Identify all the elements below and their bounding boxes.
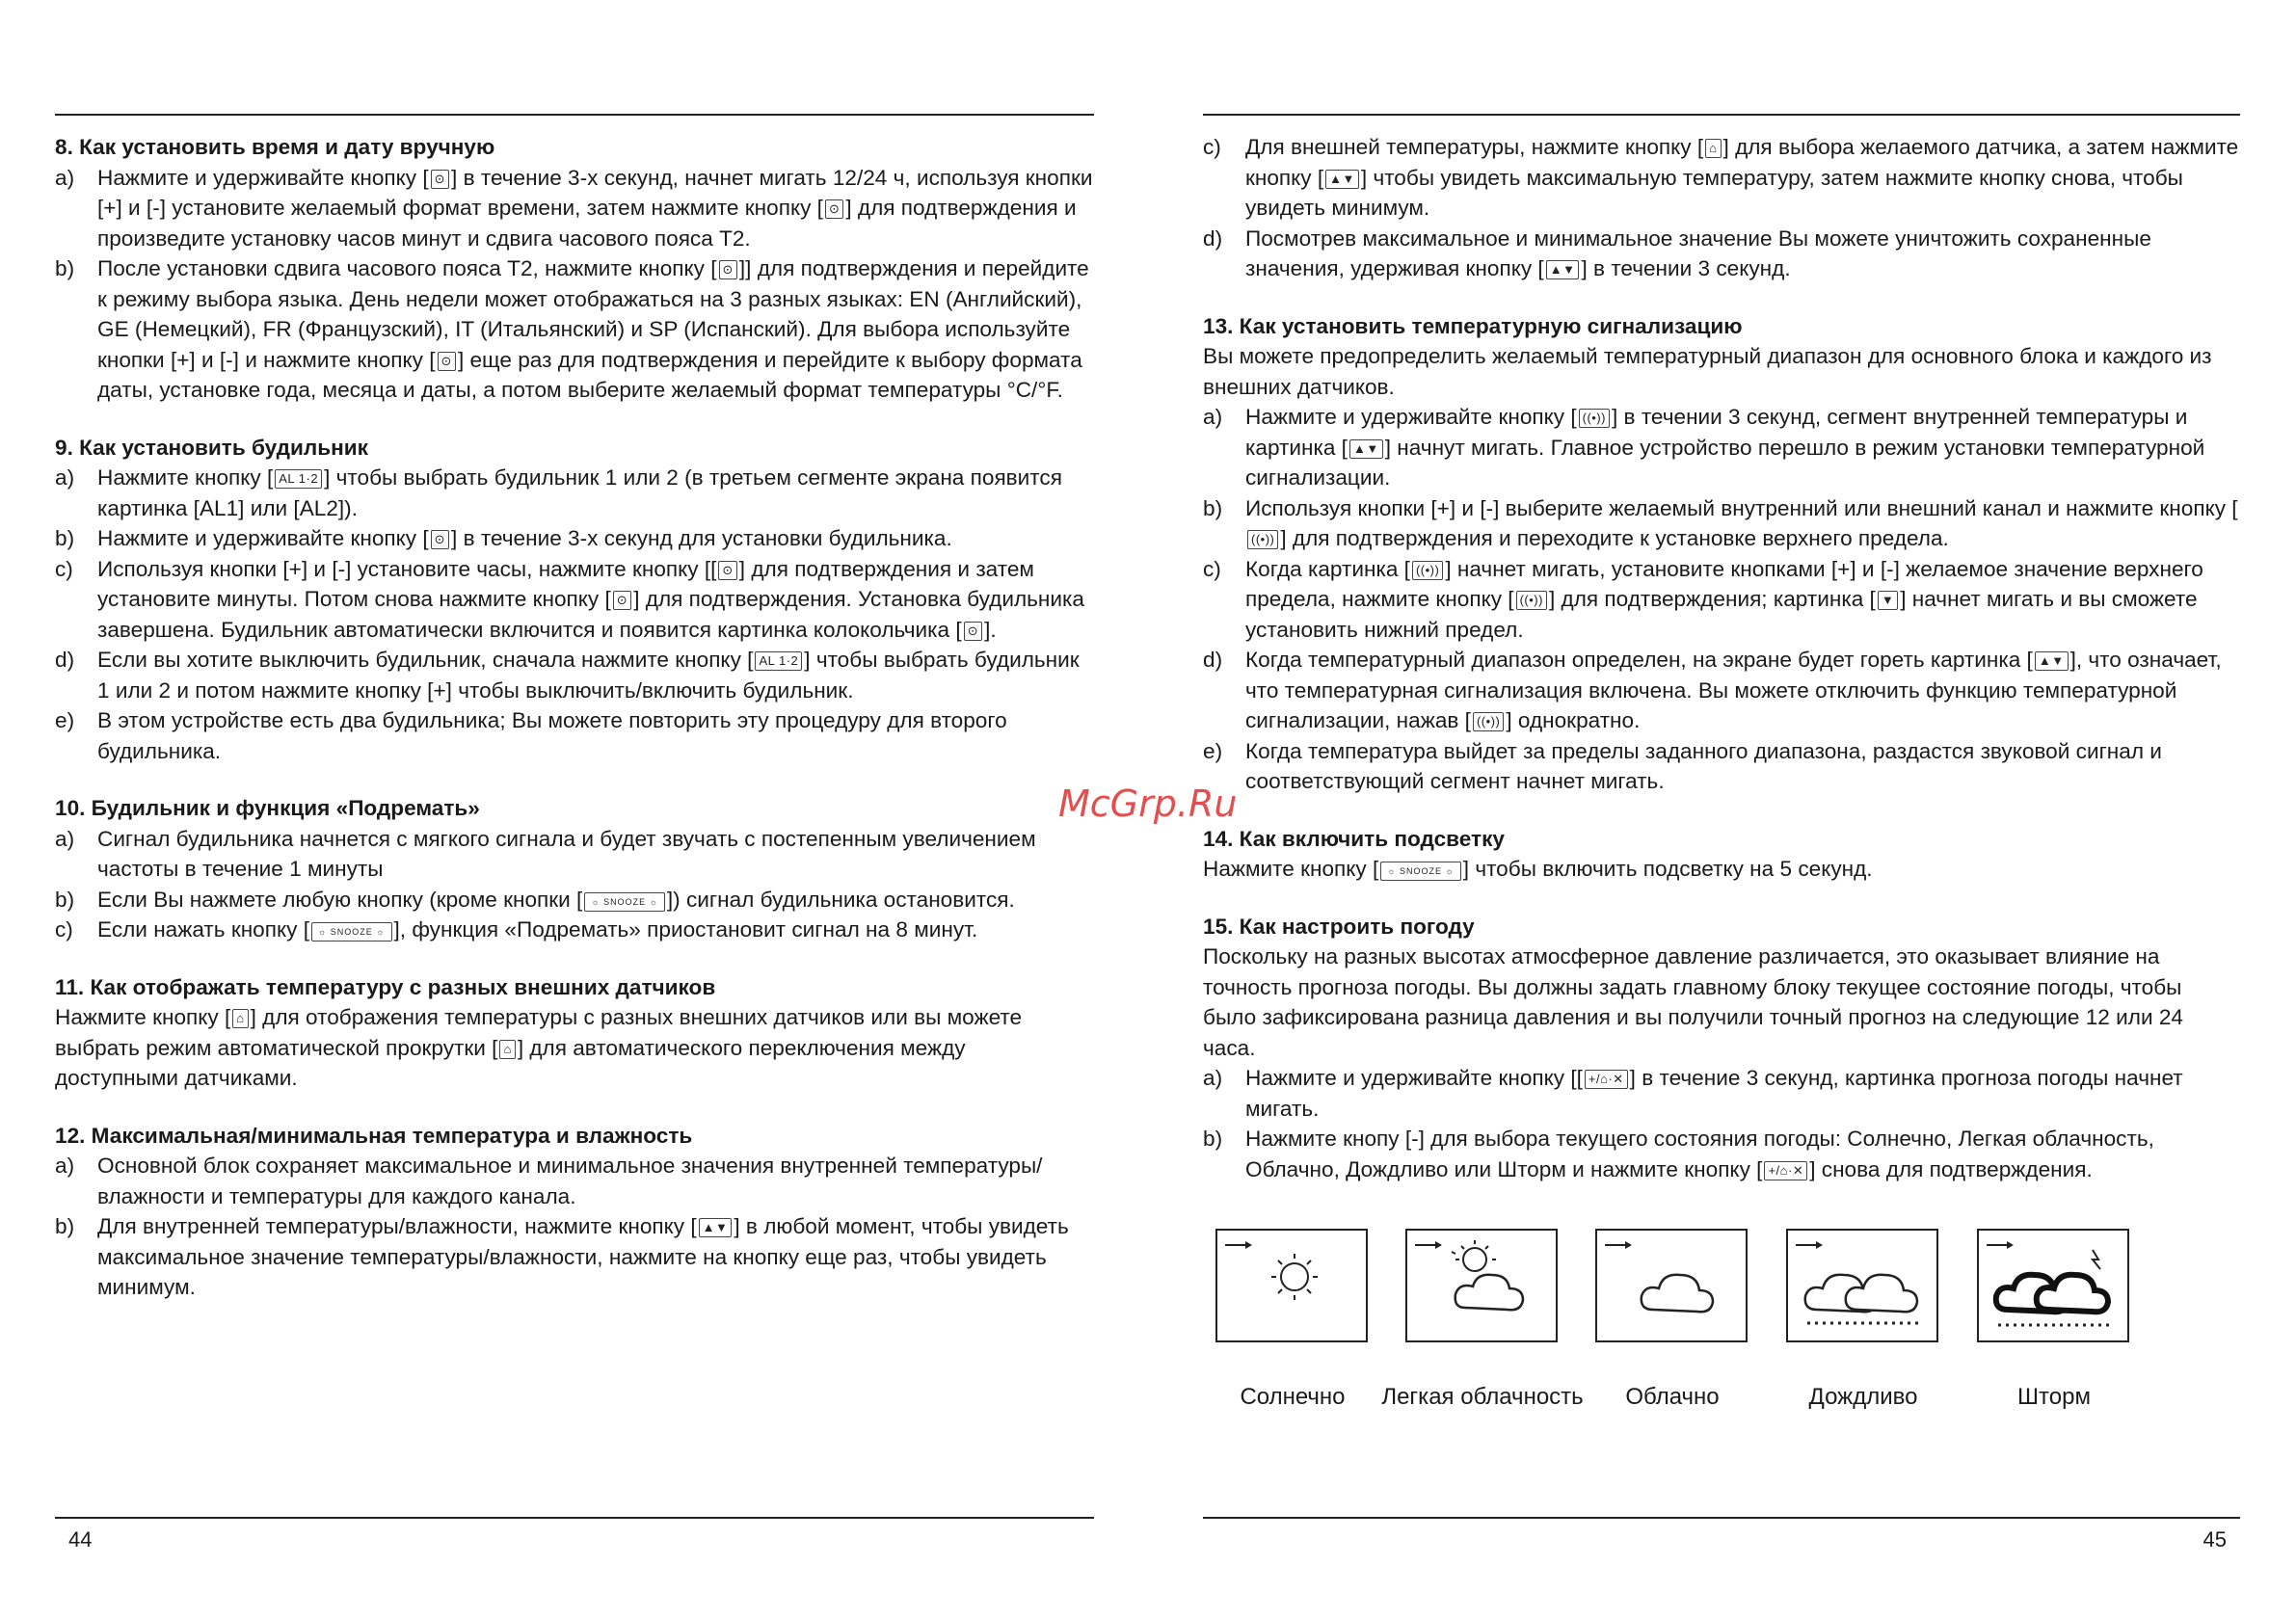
list-item: c) Когда картинка [ ((•)) ] начнет мигать, установите кнопками [+] и [-] желаемое значение верхнего предела, нажмите кнопку [ ((•)) ] для подтверждения; картинка [ ▼ ] начнет мигать и вы сможете установить нижний предел.	[1203, 556, 2203, 642]
sensor-icon: ⌂	[232, 1009, 248, 1028]
weather-label: Шторм	[2017, 1384, 2091, 1410]
section-13: 13. Как установить температурную сигнализацию Вы можете предопределить желаемый температурный диапазон для основного блока и каждого из внешних датчиков. a) Нажмите и удерживайте кнопку [ ((•)) ] в течении 3 секунд, сегмент внутренней температуры и картинка [ ▲▼ ] начнут мигать. Главное устройство перешло в режим установки температурной сигнализации. b) Используя кнопки [+] и [-] выберите желаемый внутренний или внешний канал и нажмите кнопку [((•)) ] для подтверждения и переходите к установке верхнего предела. c) Когда картинка [ ((•)) ] начнет мигать, установите кнопками [+] и [-] желаемое значение верхнего предела, нажмите кнопку [ ((•)) ] для подтверждения; картинка [ ▼ ] начнет мигать и вы сможете установить нижний предел. d) Когда температурный диапазон определен, на экране будет гореть картинка [ ▲▼ ], что означает, что температурная сигнализация включена. Вы можете отключить функцию температурной сигнализации, нажав [ ((•)) ] однократно. e) Когда температура выйдет за пределы заданного диапазона, раздастся звуковой сигнал и соответствующий сегмент начнет мигать.	[1203, 311, 2240, 797]
max-min-icon: ▲▼	[1325, 170, 1359, 189]
right-content	[1203, 132, 2240, 1211]
weather-sunny-frame	[1215, 1229, 1368, 1342]
list-item: b) Нажмите кнопу [-] для выбора текущего состояния погоды: Солнечно, Легкая облачность, Облачно, Дождливо или Шторм и нажмите кнопку [ +/⌂·✕ ] снова для подтверждения.	[1203, 1127, 2154, 1181]
alarm-wave-icon: ((•))	[1473, 712, 1504, 731]
alarm-select-icon: AL 1·2	[275, 469, 322, 489]
right-page	[1203, 0, 2240, 1618]
alarm-wave-icon: ((•))	[1516, 591, 1547, 610]
weather-button-icon: +/⌂·✕	[1585, 1070, 1628, 1089]
up-down-arrow-icon: ▲▼	[1349, 439, 1383, 459]
clock-icon: ⊙	[825, 199, 843, 219]
section-title: 13. Как установить температурную сигнализацию	[1203, 313, 1743, 338]
list-item: c) Используя кнопки [+] и [-] установите часы, нажмите кнопку [[ ⊙ ] для подтверждения и затем установите минуты. Потом снова нажмите кнопку [ ⊙ ] для подтверждения. Установка будильника завершена. Будильник автоматически включится и появится картинка колокольчика [ ⊙ ].	[55, 556, 1084, 642]
list-item: b) Используя кнопки [+] и [-] выберите желаемый внутренний или внешний канал и нажмите кнопку [((•)) ] для подтверждения и переходите к установке верхнего предела.	[1203, 495, 2238, 550]
weather-partly-cloudy-frame	[1405, 1229, 1558, 1342]
alarm-select-icon: AL 1·2	[755, 651, 802, 671]
list-item: b) Если Вы нажмете любую кнопку (кроме кнопки [ ☼ SNOOZE ☼ ]) сигнал будильника остановится.	[55, 887, 1015, 912]
weather-sunny	[1215, 1229, 1370, 1410]
sun-icon	[1217, 1231, 1370, 1344]
list-item: a) Сигнал будильника начнется с мягкого сигнала и будет звучать с постепенным увеличением частоты в течение 1 минуты	[55, 826, 1036, 881]
weather-label: Дождливо	[1808, 1384, 1918, 1410]
snooze-icon: ☼ SNOOZE ☼	[584, 892, 665, 912]
clock-icon: ⊙	[431, 170, 449, 189]
list-item: d) Когда температурный диапазон определен, на экране будет гореть картинка [ ▲▼ ], что означает, что температурная сигнализация включена. Вы можете отключить функцию температурной сигнализации, нажав [ ((•)) ] однократно.	[1203, 648, 2222, 732]
list-item: d) Если вы хотите выключить будильник, сначала нажмите кнопку [ AL 1·2 ] чтобы выбрать будильник 1 или 2 и потом нажмите кнопку [+] чтобы выключить/включить будильник.	[55, 648, 1080, 703]
clock-icon: ⊙	[431, 530, 449, 549]
section-12-continued	[1203, 132, 2240, 284]
page-number: 45	[2203, 1527, 2227, 1552]
list-item: a) Нажмите и удерживайте кнопку [[ +/⌂·✕ ] в течение 3 секунд, картинка прогноза погоды начнет мигать.	[1203, 1066, 2183, 1121]
list-item: e) Когда температура выйдет за пределы заданного диапазона, раздастся звуковой сигнал и соответствующий сегмент начнет мигать.	[1203, 738, 2162, 793]
list-item: d) Посмотрев максимальное и минимальное значение Вы можете уничтожить сохраненные значения, удерживая кнопку [ ▲▼ ] в течении 3 секунд.	[1203, 225, 2151, 280]
bottom-rule	[55, 1517, 1094, 1519]
clock-icon: ⊙	[613, 591, 631, 610]
section-title: 9. Как установить будильник	[55, 435, 368, 460]
sensor-icon: ⌂	[499, 1040, 515, 1059]
clock-icon: ⊙	[718, 561, 736, 580]
weather-label: Солнечно	[1240, 1384, 1346, 1410]
section-11: 11. Как отображать температуру с разных внешних датчиков Нажмите кнопку [ ⌂ ] для отображения температуры с разных внешних датчиков или вы можете выбрать режим автоматической прокрутки [ ⌂ ] для автоматического переключения между доступными датчиками.	[55, 972, 1094, 1094]
weather-storm-frame	[1977, 1229, 2129, 1342]
bottom-rule	[1203, 1517, 2240, 1519]
clock-icon: ⊙	[719, 260, 737, 279]
cloud-icon	[1597, 1231, 1749, 1344]
weather-rainy	[1786, 1229, 1940, 1410]
weather-rainy-frame	[1786, 1229, 1938, 1342]
list-item: e) В этом устройстве есть два будильника; Вы можете повторить эту процедуру для второго будильника.	[55, 708, 1007, 763]
weather-cloudy	[1595, 1229, 1749, 1410]
weather-label: Облачно	[1625, 1384, 1720, 1410]
partly-cloudy-icon	[1407, 1231, 1560, 1344]
list-item: a) Нажмите и удерживайте кнопку [ ⊙ ] в течение 3-х секунд, начнет мигать 12/24 ч, используя кнопки [+] и [-] установите желаемый формат времени, затем нажмите кнопку [ ⊙ ] для подтверждения и произведите установку часов минут и сдвига часового пояса T2.	[55, 165, 1093, 251]
snooze-icon: ☼ SNOOZE ☼	[1380, 862, 1461, 881]
section-title: 11. Как отображать температуру с разных внешних датчиков	[55, 974, 716, 999]
sensor-icon: ⌂	[1705, 139, 1721, 158]
max-min-icon: ▲▼	[1546, 260, 1580, 279]
section-title: 8. Как установить время и дату вручную	[55, 135, 495, 159]
weather-cloudy-frame	[1595, 1229, 1748, 1342]
alarm-wave-icon: ((•))	[1579, 409, 1610, 428]
list-item: b) Для внутренней температуры/влажности, нажмите кнопку [ ▲▼ ] в любой момент, чтобы увидеть максимальное значение температуры/влажности, нажмите на кнопку еще раз, чтобы увидеть минимум.	[55, 1214, 1069, 1299]
left-page	[55, 0, 1094, 1618]
max-min-icon: ▲▼	[699, 1218, 733, 1237]
list-item: c) Для внешней температуры, нажмите кнопку [ ⌂ ] для выбора желаемого датчика, а затем нажмите кнопку [ ▲▼ ] чтобы увидеть максимальную температуру, затем нажмите кнопку снова, чтобы увидеть минимум.	[1203, 135, 2239, 220]
up-down-arrow-icon: ▲▼	[2035, 651, 2069, 671]
storm-cloud-icon	[1979, 1231, 2131, 1344]
section-9	[55, 433, 1094, 767]
section-8	[55, 132, 1094, 406]
section-title: 10. Будильник и функция «Подремать»	[55, 796, 480, 820]
page-number: 44	[68, 1527, 93, 1552]
weather-partly-cloudy	[1381, 1229, 1584, 1410]
bell-icon: ⊙	[964, 622, 982, 641]
list-item: b) Нажмите и удерживайте кнопку [ ⊙ ] в течение 3-х секунд для установки будильника.	[55, 526, 952, 550]
section-12	[55, 1121, 1094, 1303]
list-item: a) Нажмите кнопку [ AL 1·2 ] чтобы выбрать будильник 1 или 2 (в третьем сегменте экрана появится картинка [AL1] или [AL2]).	[55, 465, 1062, 520]
section-10	[55, 793, 1094, 945]
left-content	[55, 132, 1094, 1330]
top-rule	[1203, 114, 2240, 116]
alarm-wave-icon: ((•))	[1412, 561, 1443, 580]
section-title: 15. Как настроить погоду	[1203, 914, 1475, 939]
section-14: 14. Как включить подсветку Нажмите кнопку [ ☼ SNOOZE ☼ ] чтобы включить подсветку на 5 секунд.	[1203, 824, 2240, 885]
clock-icon: ⊙	[438, 352, 456, 371]
watermark: McGrp.Ru	[1058, 782, 1238, 825]
down-arrow-icon: ▼	[1878, 591, 1898, 610]
snooze-icon: ☼ SNOOZE ☼	[311, 922, 392, 942]
list-item: b) После установки сдвига часового пояса T2, нажмите кнопку [ ⊙ ]] для подтверждения и перейдите к режиму выбора языка. День недели может отображаться на 3 разных языках: EN (Английский), GE (Немецкий), FR (Французский), IT (Итальянский) и SP (Испанский). Для выбора используйте кнопки [+] и [-] и нажмите кнопку [ ⊙ ] еще раз для подтверждения и перейдите к выбору формата даты, установке года, месяца и даты, а потом выберите желаемый формат температуры °C/°F.	[55, 256, 1089, 402]
weather-storm	[1977, 1229, 2131, 1410]
section-title: 12. Максимальная/минимальная температура и влажность	[55, 1123, 693, 1148]
section-title: 14. Как включить подсветку	[1203, 826, 1505, 851]
list-item: a) Нажмите и удерживайте кнопку [ ((•)) ] в течении 3 секунд, сегмент внутренней температуры и картинка [ ▲▼ ] начнут мигать. Главное устройство перешло в режим установки температурной сигнализации.	[1203, 405, 2205, 490]
section-15: 15. Как настроить погоду Поскольку на разных высотах атмосферное давление различается, это оказывает влияние на точность прогноза погоды. Вы должны задать главному блоку текущее состояние погоды, чтобы было зафиксирована разница давления и вы получили точный прогноз на следующие 12 или 24 часа. a) Нажмите и удерживайте кнопку [[ +/⌂·✕ ] в течение 3 секунд, картинка прогноза погоды начнет мигать. b) Нажмите кнопу [-] для выбора текущего состояния погоды: Солнечно, Легкая облачность, Облачно, Дождливо или Шторм и нажмите кнопку [ +/⌂·✕ ] снова для подтверждения.	[1203, 912, 2240, 1185]
weather-label: Легкая облачность	[1381, 1384, 1584, 1410]
alarm-wave-icon: ((•))	[1247, 530, 1278, 549]
weather-button-icon: +/⌂·✕	[1764, 1161, 1807, 1180]
list-item: a) Основной блок сохраняет максимальное и минимальное значения внутренней температуры/влажности и температуры для каждого канала.	[55, 1154, 1043, 1208]
rain-cloud-icon	[1788, 1231, 1940, 1344]
weather-icons-row	[1215, 1229, 2131, 1450]
list-item: c) Если нажать кнопку [ ☼ SNOOZE ☼ ], функция «Подремать» приостановит сигнал на 8 минут.	[55, 917, 978, 942]
top-rule	[55, 114, 1094, 116]
